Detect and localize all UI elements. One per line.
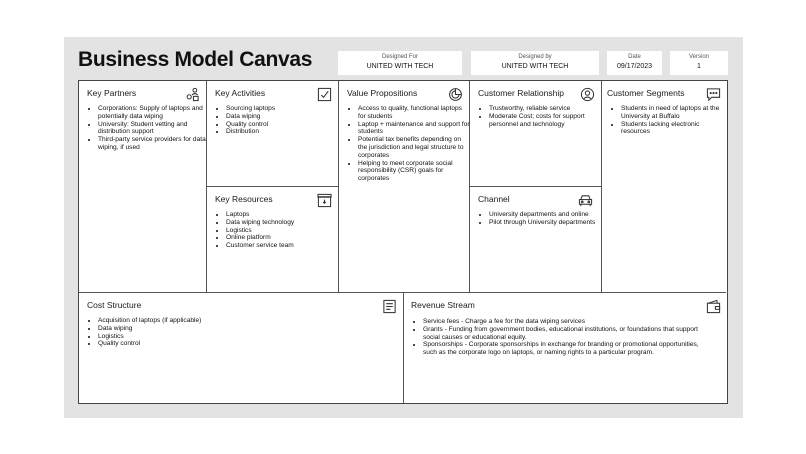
key-activities-section: [207, 81, 339, 187]
designed-by-value: UNITED WITH TECH: [501, 63, 569, 70]
channel-section: [470, 187, 602, 293]
channel-title: Channel: [478, 194, 510, 204]
revenue-stream-title: Revenue Stream: [411, 300, 475, 310]
list-item: • Trustworthy, reliable service: [489, 105, 601, 113]
list-item: • Logistics: [98, 333, 398, 341]
document-icon: [382, 299, 397, 314]
list-item: • Laptop + maintenance and support for students: [358, 121, 470, 137]
list-item: • Acquisition of laptops (if applicable): [98, 317, 398, 325]
checkbox-icon: [317, 87, 332, 102]
list-item: • Data wiping: [98, 325, 398, 333]
key-partners-section: [79, 81, 207, 293]
list-item: • Online platform: [226, 234, 338, 242]
customer-segments-section: [602, 81, 726, 293]
version-label: Version: [688, 54, 709, 60]
version-value: 1: [697, 63, 701, 70]
key-resources-list: [215, 211, 338, 250]
list-item: • Sourcing laptops: [226, 105, 338, 113]
list-item: • Students lacking electronic resources: [621, 121, 725, 137]
channel-list: [478, 211, 601, 227]
list-item: • Third-party service providers for data wiping, if used: [98, 136, 206, 152]
cost-structure-section: [79, 293, 404, 403]
value-propositions-section: [339, 81, 470, 293]
user-circle-icon: [580, 87, 595, 102]
list-item: • Quality control: [98, 340, 398, 348]
designed-by-label: Designed by: [518, 54, 552, 60]
list-item: • Service fees - Charge a fee for the data wiping services: [423, 318, 713, 326]
value-propositions-list: [347, 105, 470, 183]
people-shapes-icon: [185, 87, 200, 102]
car-icon: [578, 193, 593, 208]
key-partners-list: [87, 105, 206, 152]
value-propositions-title: Value Propositions: [347, 88, 418, 98]
cost-structure-title: Cost Structure: [87, 300, 142, 310]
list-item: • Corporations: Supply of laptops and potentially data wiping: [98, 105, 206, 121]
list-item: • Pilot through University departments: [489, 219, 601, 227]
designed-for-label: Designed For: [381, 54, 419, 60]
customer-segments-title: Customer Segments: [607, 88, 685, 98]
list-item: • Quality control: [226, 121, 338, 129]
key-activities-title: Key Activities: [215, 88, 266, 98]
list-item: • University departments and online: [489, 211, 601, 219]
wallet-icon: [706, 299, 721, 314]
list-item: • Students in need of laptops at the University at Buffalo: [621, 105, 725, 121]
list-item: • Access to quality, functional laptops for students: [358, 105, 470, 121]
key-partners-title: Key Partners: [87, 88, 137, 98]
key-resources-section: [207, 187, 339, 293]
chat-bubble-icon: [706, 87, 721, 102]
list-item: • Data wiping technology: [226, 219, 338, 227]
customer-relationship-section: [470, 81, 602, 187]
revenue-stream-list: [412, 318, 713, 357]
customer-relationship-list: [478, 105, 601, 128]
list-item: • Potential tax benefits depending on the jurisdiction and legal structure to corporates: [358, 136, 470, 159]
box-icon: [317, 193, 332, 208]
business-model-canvas: [78, 80, 728, 404]
key-activities-list: [215, 105, 338, 136]
list-item: • Data wiping: [226, 113, 338, 121]
list-item: • Customer service team: [226, 242, 338, 250]
revenue-stream-section: [404, 293, 726, 403]
designed-for-box: [338, 51, 462, 75]
cost-structure-list: [87, 317, 398, 348]
key-resources-title: Key Resources: [215, 194, 273, 204]
list-item: • Logistics: [226, 227, 338, 235]
designed-by-box: [471, 51, 599, 75]
list-item: • Laptops: [226, 211, 338, 219]
list-item: • Sponsorships - Corporate sponsorships in exchange for branding or promotional opportunities, such as the corporate logo on laptops, or naming rights to a particular program.: [423, 341, 713, 357]
list-item: • Helping to meet corporate social responsibility (CSR) goals for corporates: [358, 160, 470, 183]
date-value: 09/17/2023: [616, 63, 653, 70]
pie-chart-icon: [448, 87, 463, 102]
date-label: Date: [628, 54, 641, 60]
list-item: • Distribution: [226, 128, 338, 136]
customer-relationship-title: Customer Relationship: [478, 88, 564, 98]
customer-segments-list: [610, 105, 725, 136]
date-box: [607, 51, 662, 75]
page-title: Business Model Canvas: [78, 48, 313, 71]
list-item: • Moderate Cost; costs for support personnel and technology: [489, 113, 601, 129]
version-box: [670, 51, 728, 75]
list-item: • Grants - Funding from government bodies, educational institutions, or foundations that support social causes or educational equity.: [423, 326, 713, 342]
designed-for-value: UNITED WITH TECH: [366, 63, 434, 70]
list-item: • University: Student vetting and distribution support: [98, 121, 206, 137]
